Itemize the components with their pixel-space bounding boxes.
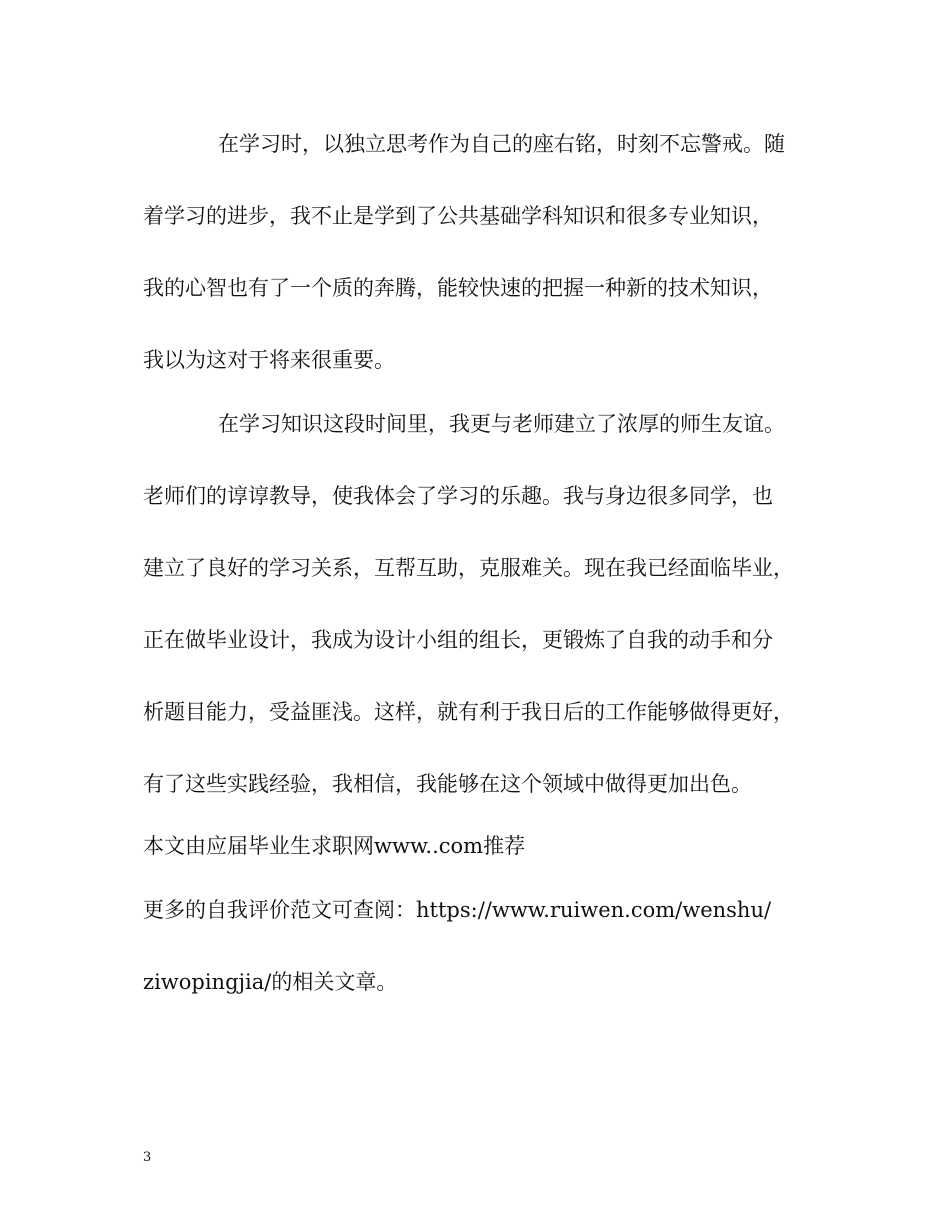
paragraph1-line-1: 在学习时，以独立思考作为自己的座右铭，时刻不忘警戒。随	[218, 132, 785, 156]
paragraph2-line-2: 老师们的谆谆教导，使我体会了学习的乐趣。我与身边很多同学，也	[143, 484, 773, 508]
paragraph2-line-4: 正在做毕业设计，我成为设计小组的组长，更锻炼了自我的动手和分	[143, 628, 773, 652]
paragraph2-line-1: 在学习知识这段时间里，我更与老师建立了浓厚的师生友谊。	[218, 412, 785, 436]
paragraph2-line-6: 有了这些实践经验，我相信，我能够在这个领域中做得更加出色。	[143, 772, 752, 796]
paragraph1-line-2: 着学习的进步，我不止是学到了公共基础学科知识和很多专业知识，	[143, 204, 773, 228]
more-info-line-1: 更多的自我评价范文可查阅：https://www.ruiwen.com/wenshu/	[143, 898, 772, 922]
paragraph1-line-4: 我以为这对于将来很重要。	[143, 348, 395, 372]
more-info-line-2: ziwopingjia/的相关文章。	[143, 970, 398, 994]
page-number: 3	[143, 1150, 152, 1165]
paragraph1-line-3: 我的心智也有了一个质的奔腾，能较快速的把握一种新的技术知识，	[143, 276, 773, 300]
paragraph2-line-5: 析题目能力，受益匪浅。这样，就有利于我日后的工作能够做得更好，	[143, 700, 794, 724]
paragraph2-line-3: 建立了良好的学习关系，互帮互助，克服难关。现在我已经面临毕业，	[143, 556, 794, 580]
source-note: 本文由应届毕业生求职网www..com推荐	[143, 834, 526, 858]
